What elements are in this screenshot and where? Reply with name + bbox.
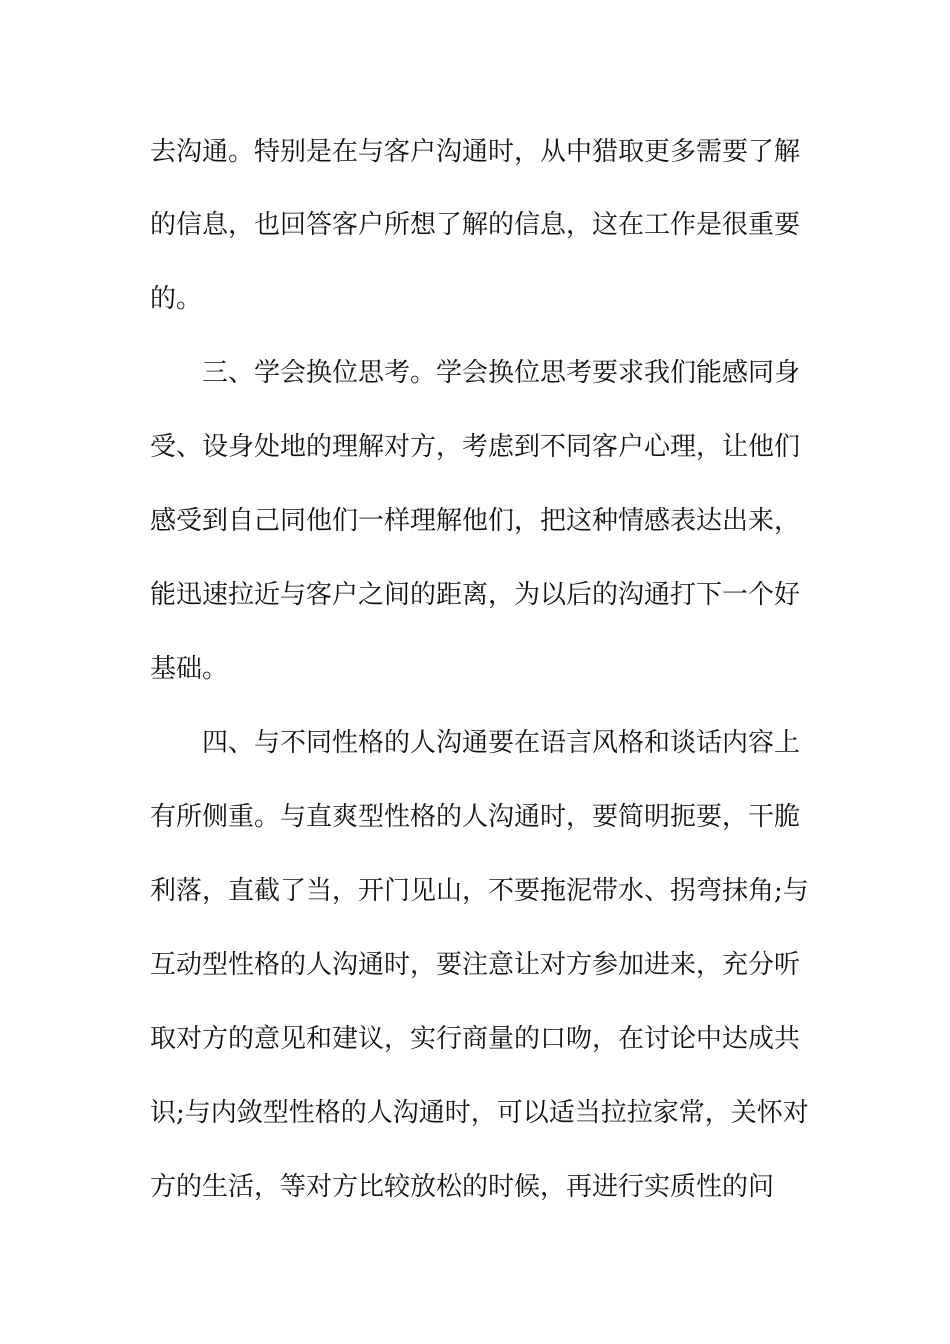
text-line: 取对方的意见和建议，实行商量的口吻，在讨论中达成共 <box>150 1024 801 1054</box>
text-line: 方的生活，等对方比较放松的时候，再进行实质性的问 <box>150 1172 775 1202</box>
text-line: 识;与内敛型性格的人沟通时，可以适当拉拉家常，关怀对 <box>150 1098 809 1128</box>
text-line: 的信息，也回答客户所想了解的信息，这在工作是很重要 <box>150 210 801 240</box>
text-line: 互动型性格的人沟通时，要注意让对方参加进来，充分听 <box>150 950 801 980</box>
text-line: 的。 <box>150 284 203 314</box>
paragraph-heading-line: 三、学会换位思考。学会换位思考要求我们能感同身 <box>202 358 801 388</box>
text-line: 受、设身处地的理解对方，考虑到不同客户心理，让他们 <box>150 432 801 462</box>
text-line: 基础。 <box>150 654 229 684</box>
text-line: 能迅速拉近与客户之间的距离，为以后的沟通打下一个好 <box>150 580 801 610</box>
text-line: 利落，直截了当，开门见山，不要拖泥带水、拐弯抹角;与 <box>150 876 809 906</box>
text-line: 去沟通。特别是在与客户沟通时，从中猎取更多需要了解 <box>150 137 801 167</box>
text-line: 有所侧重。与直爽型性格的人沟通时，要简明扼要，干脆 <box>150 802 801 832</box>
text-line: 感受到自己同他们一样理解他们，把这种情感表达出来， <box>150 506 801 536</box>
paragraph-heading-line: 四、与不同性格的人沟通要在语言风格和谈话内容上 <box>202 728 801 758</box>
